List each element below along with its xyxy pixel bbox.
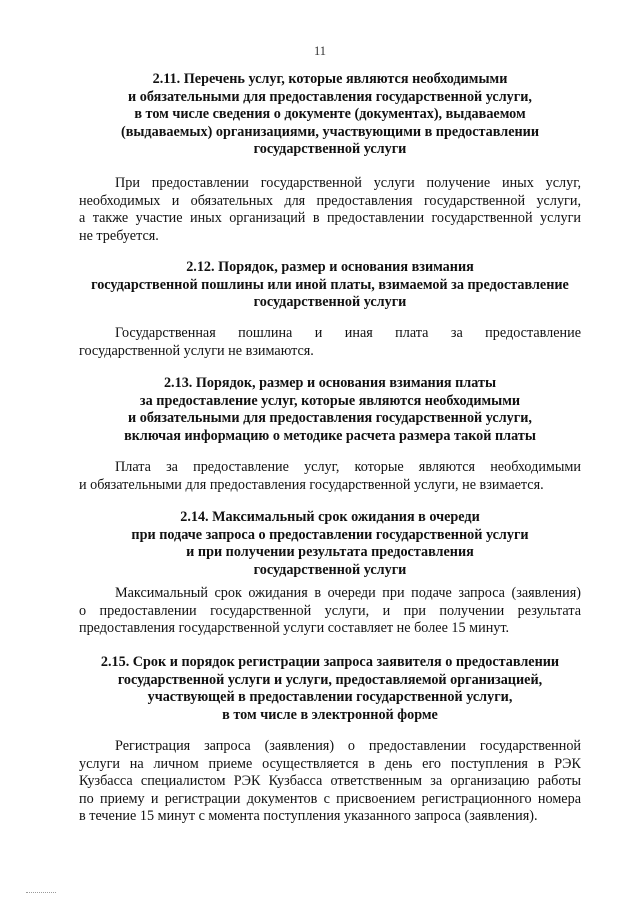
heading-line: за предоставление услуг, которые являются необходимыми: [139, 392, 521, 409]
paragraph-line: предоставления государственной услуги составляет не более 15 минут.: [79, 620, 510, 637]
heading-line: (выдаваемых) организациями, участвующими в предоставлении: [120, 123, 540, 140]
heading-line: государственной услуги: [253, 294, 407, 311]
heading-line: в том числе в электронной форме: [222, 706, 438, 723]
heading-line: и при получении результата предоставления: [186, 544, 474, 561]
heading-line: 2.12. Порядок, размер и основания взимания: [186, 259, 474, 275]
paragraph-line: Максимальный срок ожидания в очереди при подаче запроса (заявления): [115, 585, 581, 601]
heading-line: государственной услуги: [253, 141, 407, 158]
heading-line: включая информацию о методике расчета размера такой платы: [124, 427, 536, 444]
paragraph-line: по приему и регистрации документов с присвоением регистрационного номера: [79, 790, 581, 807]
section-heading-2-12: [60, 259, 600, 312]
heading-line: 2.14. Максимальный срок ожидания в очереди: [180, 509, 480, 525]
paragraph-line: в течение 15 минут с момента поступления указанного запроса (заявления).: [79, 808, 538, 825]
paragraph-line: не требуется.: [79, 227, 159, 244]
paragraph-line: Государственная пошлина и иная плата за предоставление: [115, 325, 581, 341]
section-paragraph-2-15: [79, 738, 581, 826]
section-heading-2-13: [60, 375, 600, 445]
paragraph-line: Кузбасса специалистом РЭК Кузбасса ответственным за организацию работы: [79, 773, 581, 790]
heading-line: государственной пошлины или иной платы, взимаемой за предоставление: [91, 276, 569, 293]
heading-line: 2.15. Срок и порядок регистрации запроса заявителя о предоставлении: [100, 654, 560, 670]
section-paragraph-2-11: [79, 175, 581, 245]
section-heading-2-14: [60, 509, 600, 579]
section-heading-2-15: [60, 654, 600, 724]
paragraph-line: Плата за предоставление услуг, которые являются необходимыми: [115, 459, 581, 475]
heading-line: в том числе сведения о документе (документах), выдаваемом: [134, 106, 526, 123]
heading-line: 2.13. Порядок, размер и основания взимания платы: [163, 375, 497, 391]
heading-line: 2.11. Перечень услуг, которые являются необходимыми: [152, 71, 508, 87]
paragraph-line: услуги на личном приеме осуществляется в день его поступления в РЭК: [79, 755, 581, 772]
heading-line: и обязательными для предоставления государственной услуги,: [128, 88, 532, 105]
paragraph-line: При предоставлении государственной услуги получение иных услуг,: [115, 175, 581, 191]
page-number: 11: [313, 44, 327, 58]
paragraph-line: и обязательными для предоставления государственной услуги, не взимается.: [79, 476, 544, 493]
paragraph-line: Регистрация запроса (заявления) о предоставлении государственной: [115, 738, 581, 754]
heading-line: при подаче запроса о предоставлении государственной услуги: [131, 526, 529, 543]
paragraph-line: а также участие иных организаций в предоставлении государственной услуги: [79, 210, 581, 227]
heading-line: и обязательными для предоставления государственной услуги,: [128, 410, 532, 427]
paragraph-line: государственной услуги не взимаются.: [79, 342, 314, 359]
heading-line: государственной услуги: [253, 561, 407, 578]
section-paragraph-2-13: [79, 459, 581, 494]
section-paragraph-2-12: [79, 325, 581, 360]
scan-artifact-mark: [26, 892, 56, 893]
section-heading-2-11: [60, 71, 600, 159]
heading-line: участвующей в предоставлении государственной услуги,: [147, 689, 513, 706]
section-paragraph-2-14: [79, 585, 581, 638]
paragraph-line: необходимых и обязательных для предоставления государственной услуги,: [79, 192, 581, 209]
heading-line: государственной услуги и услуги, предоставляемой организацией,: [117, 671, 543, 688]
paragraph-line: о предоставлении государственной услуги, и при получении результата: [79, 602, 581, 619]
